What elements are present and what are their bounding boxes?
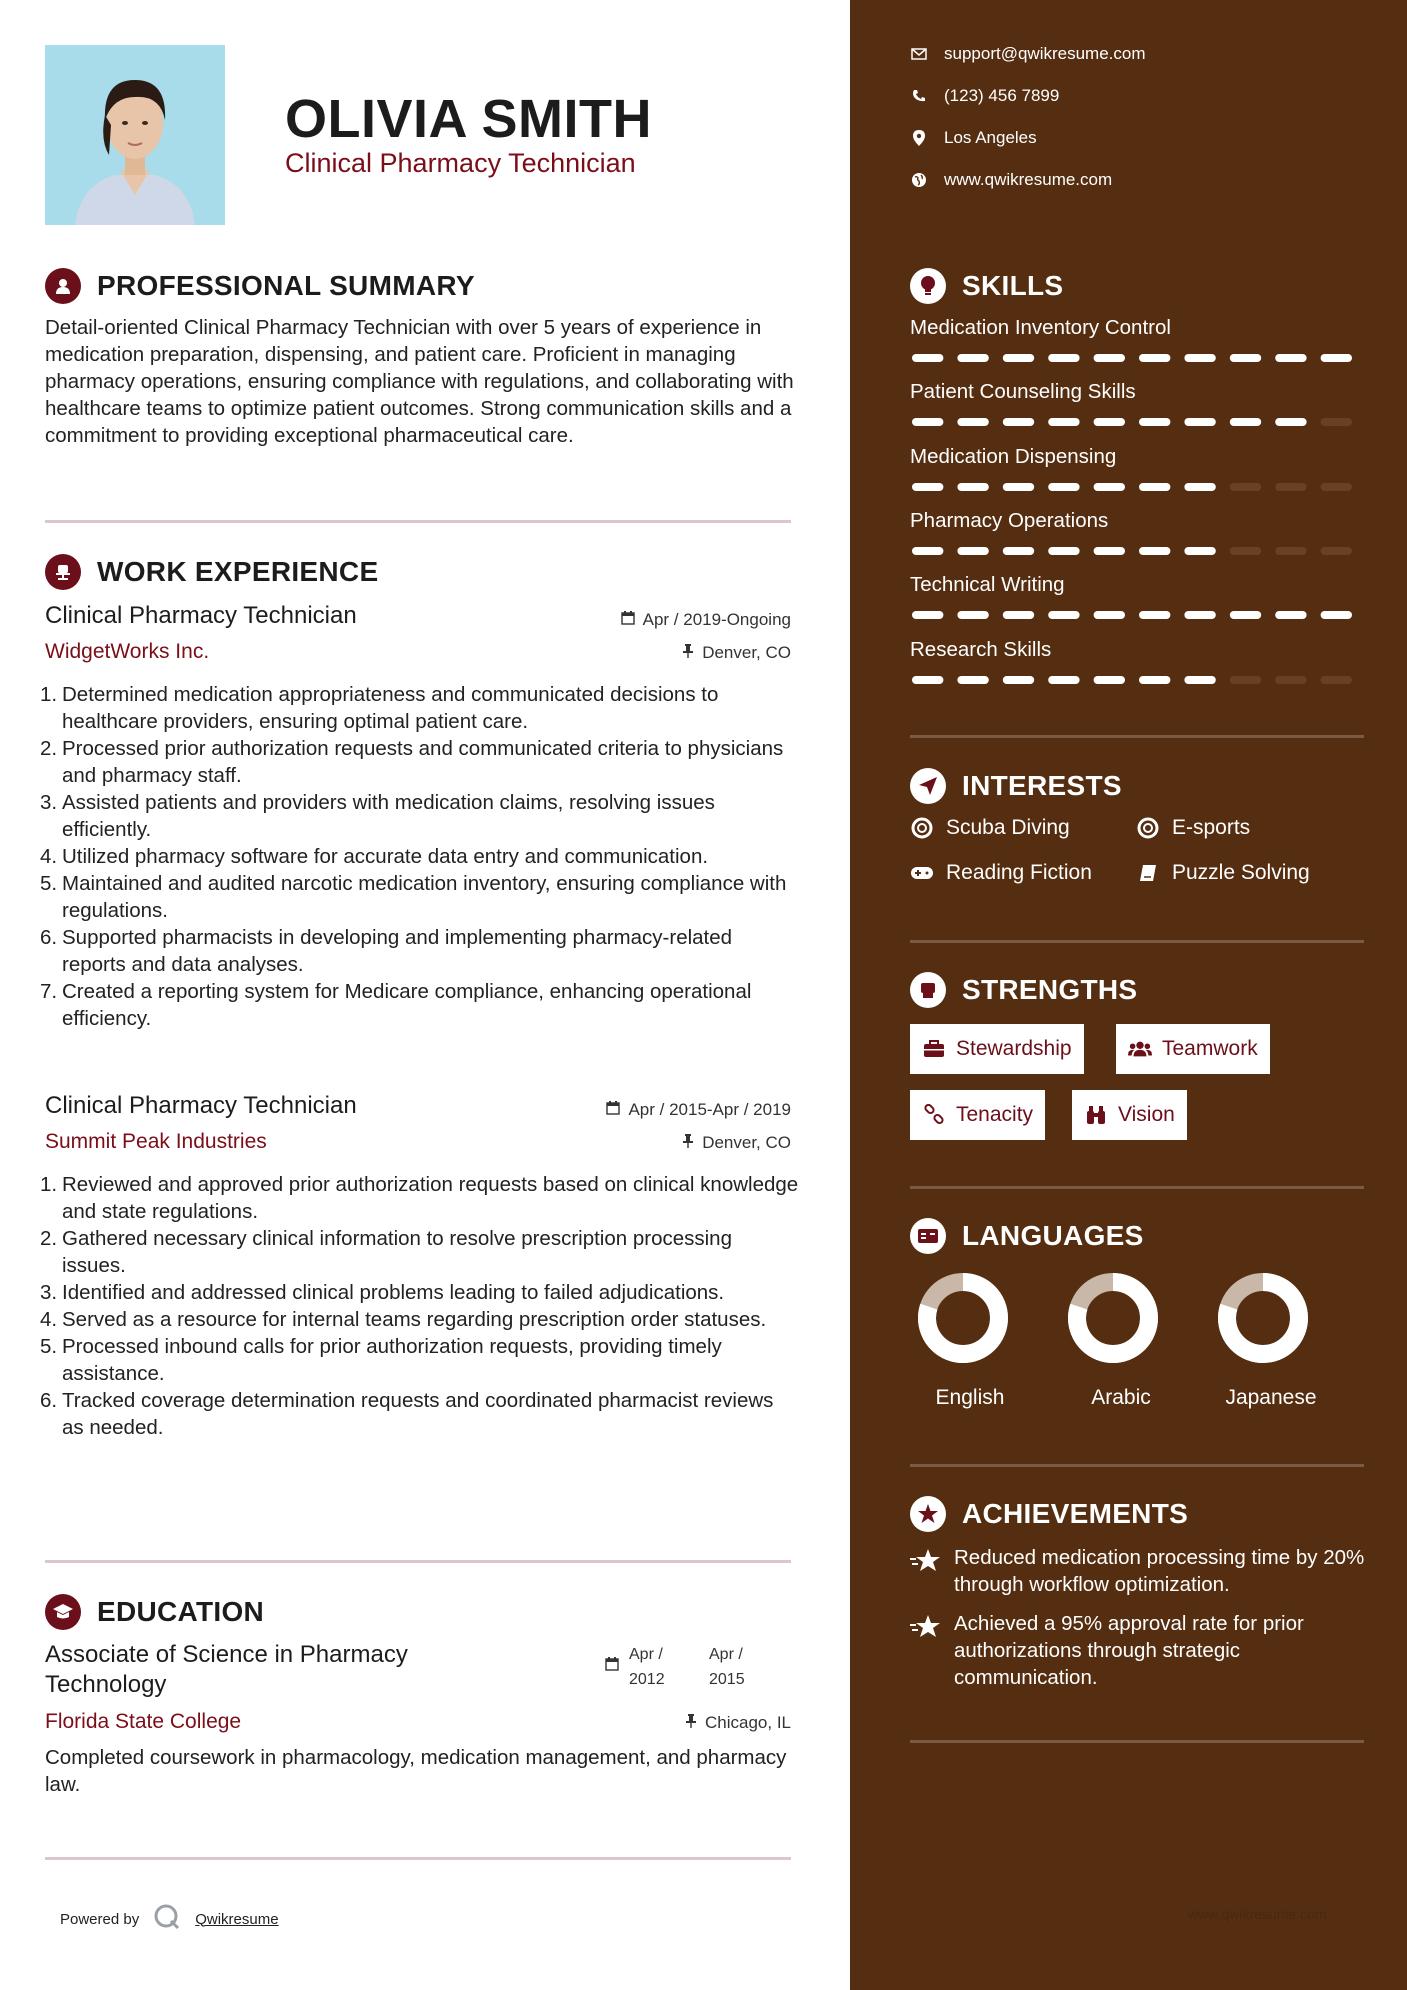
list-item: 2. Processed prior authorization requests and communicated criteria to physicians and pharmacy staff. bbox=[40, 737, 784, 787]
strength-badge: Stewardship bbox=[910, 1024, 1084, 1074]
list-item: 6. Tracked coverage determination requests and coordinated pharmacist reviews as needed. bbox=[40, 1389, 774, 1439]
divider bbox=[45, 1560, 791, 1563]
skill-dash bbox=[1003, 418, 1034, 426]
divider bbox=[45, 1857, 791, 1860]
achievement-item: Achieved a 95% approval rate for prior authorizations through strategic communication. bbox=[910, 1610, 1370, 1691]
skill-dash bbox=[912, 354, 943, 362]
school-name: Florida State College bbox=[45, 1710, 242, 1733]
job-dates: Apr / 2015-Apr / 2019 bbox=[606, 1100, 791, 1120]
user-icon bbox=[45, 268, 81, 304]
divider bbox=[45, 520, 791, 523]
list-item: 6. Supported pharmacists in developing and implementing pharmacy-related reports and data analyses. bbox=[40, 926, 733, 976]
envelope-icon bbox=[910, 45, 928, 63]
skill-dash bbox=[1184, 418, 1215, 426]
skill-dash bbox=[957, 611, 988, 619]
strengths-heading: STRENGTHS bbox=[910, 972, 1137, 1008]
skill-dash bbox=[912, 676, 943, 684]
paper-plane-icon bbox=[910, 768, 946, 804]
summary-heading: PROFESSIONAL SUMMARY bbox=[45, 268, 475, 304]
skill-dash bbox=[1184, 354, 1215, 362]
skill-dash bbox=[1094, 611, 1125, 619]
skill-dash bbox=[1003, 483, 1034, 491]
achievement-item: Reduced medication processing time by 20% through workflow optimization. bbox=[910, 1544, 1370, 1598]
skill-dash bbox=[1275, 483, 1306, 491]
language-ring bbox=[1217, 1272, 1309, 1364]
skill-level-bar bbox=[910, 546, 1364, 556]
skill-dash bbox=[957, 483, 988, 491]
skill-dash bbox=[1275, 611, 1306, 619]
skill-dash bbox=[1275, 676, 1306, 684]
skill-dash bbox=[1230, 547, 1261, 555]
interest-item: Scuba Diving bbox=[910, 816, 1070, 840]
skill-dash bbox=[912, 547, 943, 555]
skill-level-bar bbox=[910, 353, 1364, 363]
divider bbox=[910, 1740, 1364, 1743]
skill-dash bbox=[1139, 676, 1170, 684]
job-title: Clinical Pharmacy Technician bbox=[45, 1092, 357, 1119]
skill-dash bbox=[1321, 611, 1352, 619]
phone-icon bbox=[910, 87, 928, 105]
skill-dash bbox=[1230, 418, 1261, 426]
skill-dash bbox=[1321, 676, 1352, 684]
skill-dash bbox=[1003, 676, 1034, 684]
skill-dash bbox=[957, 354, 988, 362]
skill-dash bbox=[1321, 547, 1352, 555]
skill-dash bbox=[1094, 483, 1125, 491]
experience-heading: WORK EXPERIENCE bbox=[45, 554, 378, 590]
users-icon bbox=[1128, 1038, 1152, 1060]
skill-dash bbox=[912, 418, 943, 426]
skill-dash bbox=[1321, 418, 1352, 426]
pin-icon bbox=[682, 643, 694, 663]
skill-dash bbox=[1048, 354, 1079, 362]
job-location: Denver, CO bbox=[682, 643, 791, 663]
link-icon bbox=[922, 1104, 946, 1126]
map-marker-icon bbox=[910, 129, 928, 147]
contact-website[interactable]: www.qwikresume.com bbox=[910, 170, 1112, 190]
divider bbox=[910, 735, 1364, 738]
language-name: Arabic bbox=[1091, 1386, 1151, 1409]
skill-dash bbox=[1048, 676, 1079, 684]
skill-name: Technical Writing bbox=[910, 573, 1065, 596]
skill-dash bbox=[957, 547, 988, 555]
interests-heading: INTERESTS bbox=[910, 768, 1122, 804]
education-location: Chicago, IL bbox=[685, 1713, 791, 1733]
skill-name: Medication Inventory Control bbox=[910, 316, 1171, 339]
interest-item: E-sports bbox=[1136, 816, 1250, 840]
lifebuoy-icon bbox=[1136, 816, 1160, 840]
company-name: Summit Peak Industries bbox=[45, 1130, 267, 1153]
degree-name: Associate of Science in Pharmacy Technology bbox=[45, 1641, 408, 1698]
language-ring bbox=[1067, 1272, 1159, 1364]
skill-level-bar bbox=[910, 417, 1364, 427]
skill-dash bbox=[1139, 547, 1170, 555]
list-item: 3. Assisted patients and providers with medication claims, resolving issues efficiently. bbox=[40, 791, 715, 841]
briefcase-icon bbox=[922, 1038, 946, 1060]
skill-dash bbox=[1321, 483, 1352, 491]
book-icon bbox=[1136, 861, 1160, 885]
skill-name: Pharmacy Operations bbox=[910, 509, 1109, 532]
job-dates: Apr / 2019-Ongoing bbox=[621, 610, 791, 630]
summary-text: Detail-oriented Clinical Pharmacy Technician with over 5 years of experience in medication preparation, dispensing, and patient care. Proficient in managing pharmacy operations, ensuring compliance with regulations, and collaborating with healthcare teams to optimize patient outcomes. Strong communication skills and a commitment to providing exceptional pharmaceutical care. bbox=[45, 316, 794, 447]
skill-dash bbox=[1139, 418, 1170, 426]
brand-link[interactable]: Qwikresume bbox=[195, 1910, 279, 1928]
skill-dash bbox=[1094, 676, 1125, 684]
star-icon bbox=[910, 1548, 944, 1598]
fist-icon bbox=[910, 972, 946, 1008]
globe-icon bbox=[910, 171, 928, 189]
list-item: 5. Maintained and audited narcotic medication inventory, ensuring compliance with regulations. bbox=[40, 872, 787, 922]
job-location: Denver, CO bbox=[682, 1133, 791, 1153]
company-name: WidgetWorks Inc. bbox=[45, 640, 210, 663]
skill-dash bbox=[1139, 483, 1170, 491]
education-heading: EDUCATION bbox=[45, 1594, 264, 1630]
skill-dash bbox=[957, 676, 988, 684]
language-name: Japanese bbox=[1225, 1386, 1317, 1409]
achievements-heading: ACHIEVEMENTS bbox=[910, 1496, 1188, 1532]
list-item: 1. Reviewed and approved prior authorization requests based on clinical knowledge and state regulations. bbox=[40, 1173, 799, 1223]
language-icon bbox=[910, 1218, 946, 1254]
list-item: 7. Created a reporting system for Medicare compliance, enhancing operational efficiency. bbox=[40, 980, 752, 1030]
calendar-icon bbox=[605, 1657, 619, 1692]
contact-email[interactable]: support@qwikresume.com bbox=[910, 44, 1146, 64]
skill-dash bbox=[1003, 547, 1034, 555]
star-badge-icon bbox=[910, 1496, 946, 1532]
candidate-title: Clinical Pharmacy Technician bbox=[285, 148, 636, 178]
skill-dash bbox=[1230, 483, 1261, 491]
list-item: 5. Processed inbound calls for prior authorization requests, providing timely assistance. bbox=[40, 1335, 722, 1385]
skill-dash bbox=[1003, 354, 1034, 362]
skill-dash bbox=[1275, 354, 1306, 362]
divider bbox=[910, 1464, 1364, 1467]
list-item: 1. Determined medication appropriateness and communicated decisions to healthcare providers, ensuring optimal patient care. bbox=[40, 683, 719, 733]
pin-icon bbox=[682, 1133, 694, 1153]
skill-dash bbox=[1184, 483, 1215, 491]
divider bbox=[910, 940, 1364, 943]
skill-dash bbox=[1321, 354, 1352, 362]
skill-dash bbox=[957, 418, 988, 426]
gamepad-icon bbox=[910, 861, 934, 885]
languages-heading: LANGUAGES bbox=[910, 1218, 1144, 1254]
skill-name: Medication Dispensing bbox=[910, 445, 1117, 468]
education-description: Completed coursework in pharmacology, medication management, and pharmacy law. bbox=[45, 1746, 787, 1796]
skill-dash bbox=[1094, 418, 1125, 426]
candidate-name: OLIVIA SMITH bbox=[285, 89, 652, 149]
skill-name: Research Skills bbox=[910, 638, 1052, 661]
pin-icon bbox=[685, 1713, 697, 1733]
skill-dash bbox=[1139, 611, 1170, 619]
skill-dash bbox=[1230, 354, 1261, 362]
contact-phone[interactable]: (123) 456 7899 bbox=[910, 86, 1059, 106]
job-bullets bbox=[40, 1171, 800, 1441]
star-icon bbox=[910, 1614, 944, 1691]
skill-dash bbox=[1048, 611, 1079, 619]
graduation-icon bbox=[45, 1594, 81, 1630]
language-ring bbox=[917, 1272, 1009, 1364]
lifebuoy-icon bbox=[910, 816, 934, 840]
skill-dash bbox=[1048, 547, 1079, 555]
skill-dash bbox=[1275, 418, 1306, 426]
contact-location: Los Angeles bbox=[910, 128, 1037, 148]
skill-level-bar bbox=[910, 675, 1364, 685]
calendar-icon bbox=[621, 610, 635, 630]
skill-dash bbox=[1094, 354, 1125, 362]
skill-dash bbox=[1230, 611, 1261, 619]
skill-dash bbox=[1230, 676, 1261, 684]
skill-dash bbox=[1184, 676, 1215, 684]
skill-dash bbox=[1048, 418, 1079, 426]
skill-level-bar bbox=[910, 610, 1364, 620]
strength-badge: Tenacity bbox=[910, 1090, 1045, 1140]
skills-heading: SKILLS bbox=[910, 268, 1063, 304]
chair-icon bbox=[45, 554, 81, 590]
strength-badge: Vision bbox=[1072, 1090, 1187, 1140]
skill-dash bbox=[1094, 547, 1125, 555]
list-item: 3. Identified and addressed clinical problems leading to failed adjudications. bbox=[40, 1281, 725, 1304]
strength-badge: Teamwork bbox=[1116, 1024, 1270, 1074]
skill-level-bar bbox=[910, 482, 1364, 492]
language-name: English bbox=[935, 1386, 1005, 1409]
job-bullets bbox=[40, 681, 800, 1032]
list-item: 4. Served as a resource for internal teams regarding prescription order statuses. bbox=[40, 1308, 767, 1331]
skill-dash bbox=[1184, 547, 1215, 555]
skill-dash bbox=[1048, 483, 1079, 491]
qwikresume-logo-icon bbox=[153, 1903, 181, 1935]
calendar-icon bbox=[606, 1100, 620, 1120]
binoculars-icon bbox=[1084, 1104, 1108, 1126]
interest-item: Puzzle Solving bbox=[1136, 861, 1310, 885]
profile-photo bbox=[45, 45, 225, 225]
list-item: 4. Utilized pharmacy software for accurate data entry and communication. bbox=[40, 845, 709, 868]
skill-dash bbox=[1003, 611, 1034, 619]
job-title: Clinical Pharmacy Technician bbox=[45, 602, 357, 629]
education-dates: Apr / 2012 Apr / 2015 bbox=[605, 1642, 779, 1692]
skill-dash bbox=[1184, 611, 1215, 619]
skill-dash bbox=[1139, 354, 1170, 362]
skill-dash bbox=[1275, 547, 1306, 555]
skill-dash bbox=[912, 483, 943, 491]
divider bbox=[910, 1186, 1364, 1189]
skill-dash bbox=[912, 611, 943, 619]
list-item: 2. Gathered necessary clinical information to resolve prescription processing issues. bbox=[40, 1227, 732, 1277]
interest-item: Reading Fiction bbox=[910, 861, 1092, 885]
lightbulb-icon bbox=[910, 268, 946, 304]
footer-site: www.qwikresume.com bbox=[1188, 1906, 1327, 1922]
skill-name: Patient Counseling Skills bbox=[910, 380, 1136, 403]
footer-powered: Powered by Qwikresume bbox=[60, 1903, 279, 1935]
